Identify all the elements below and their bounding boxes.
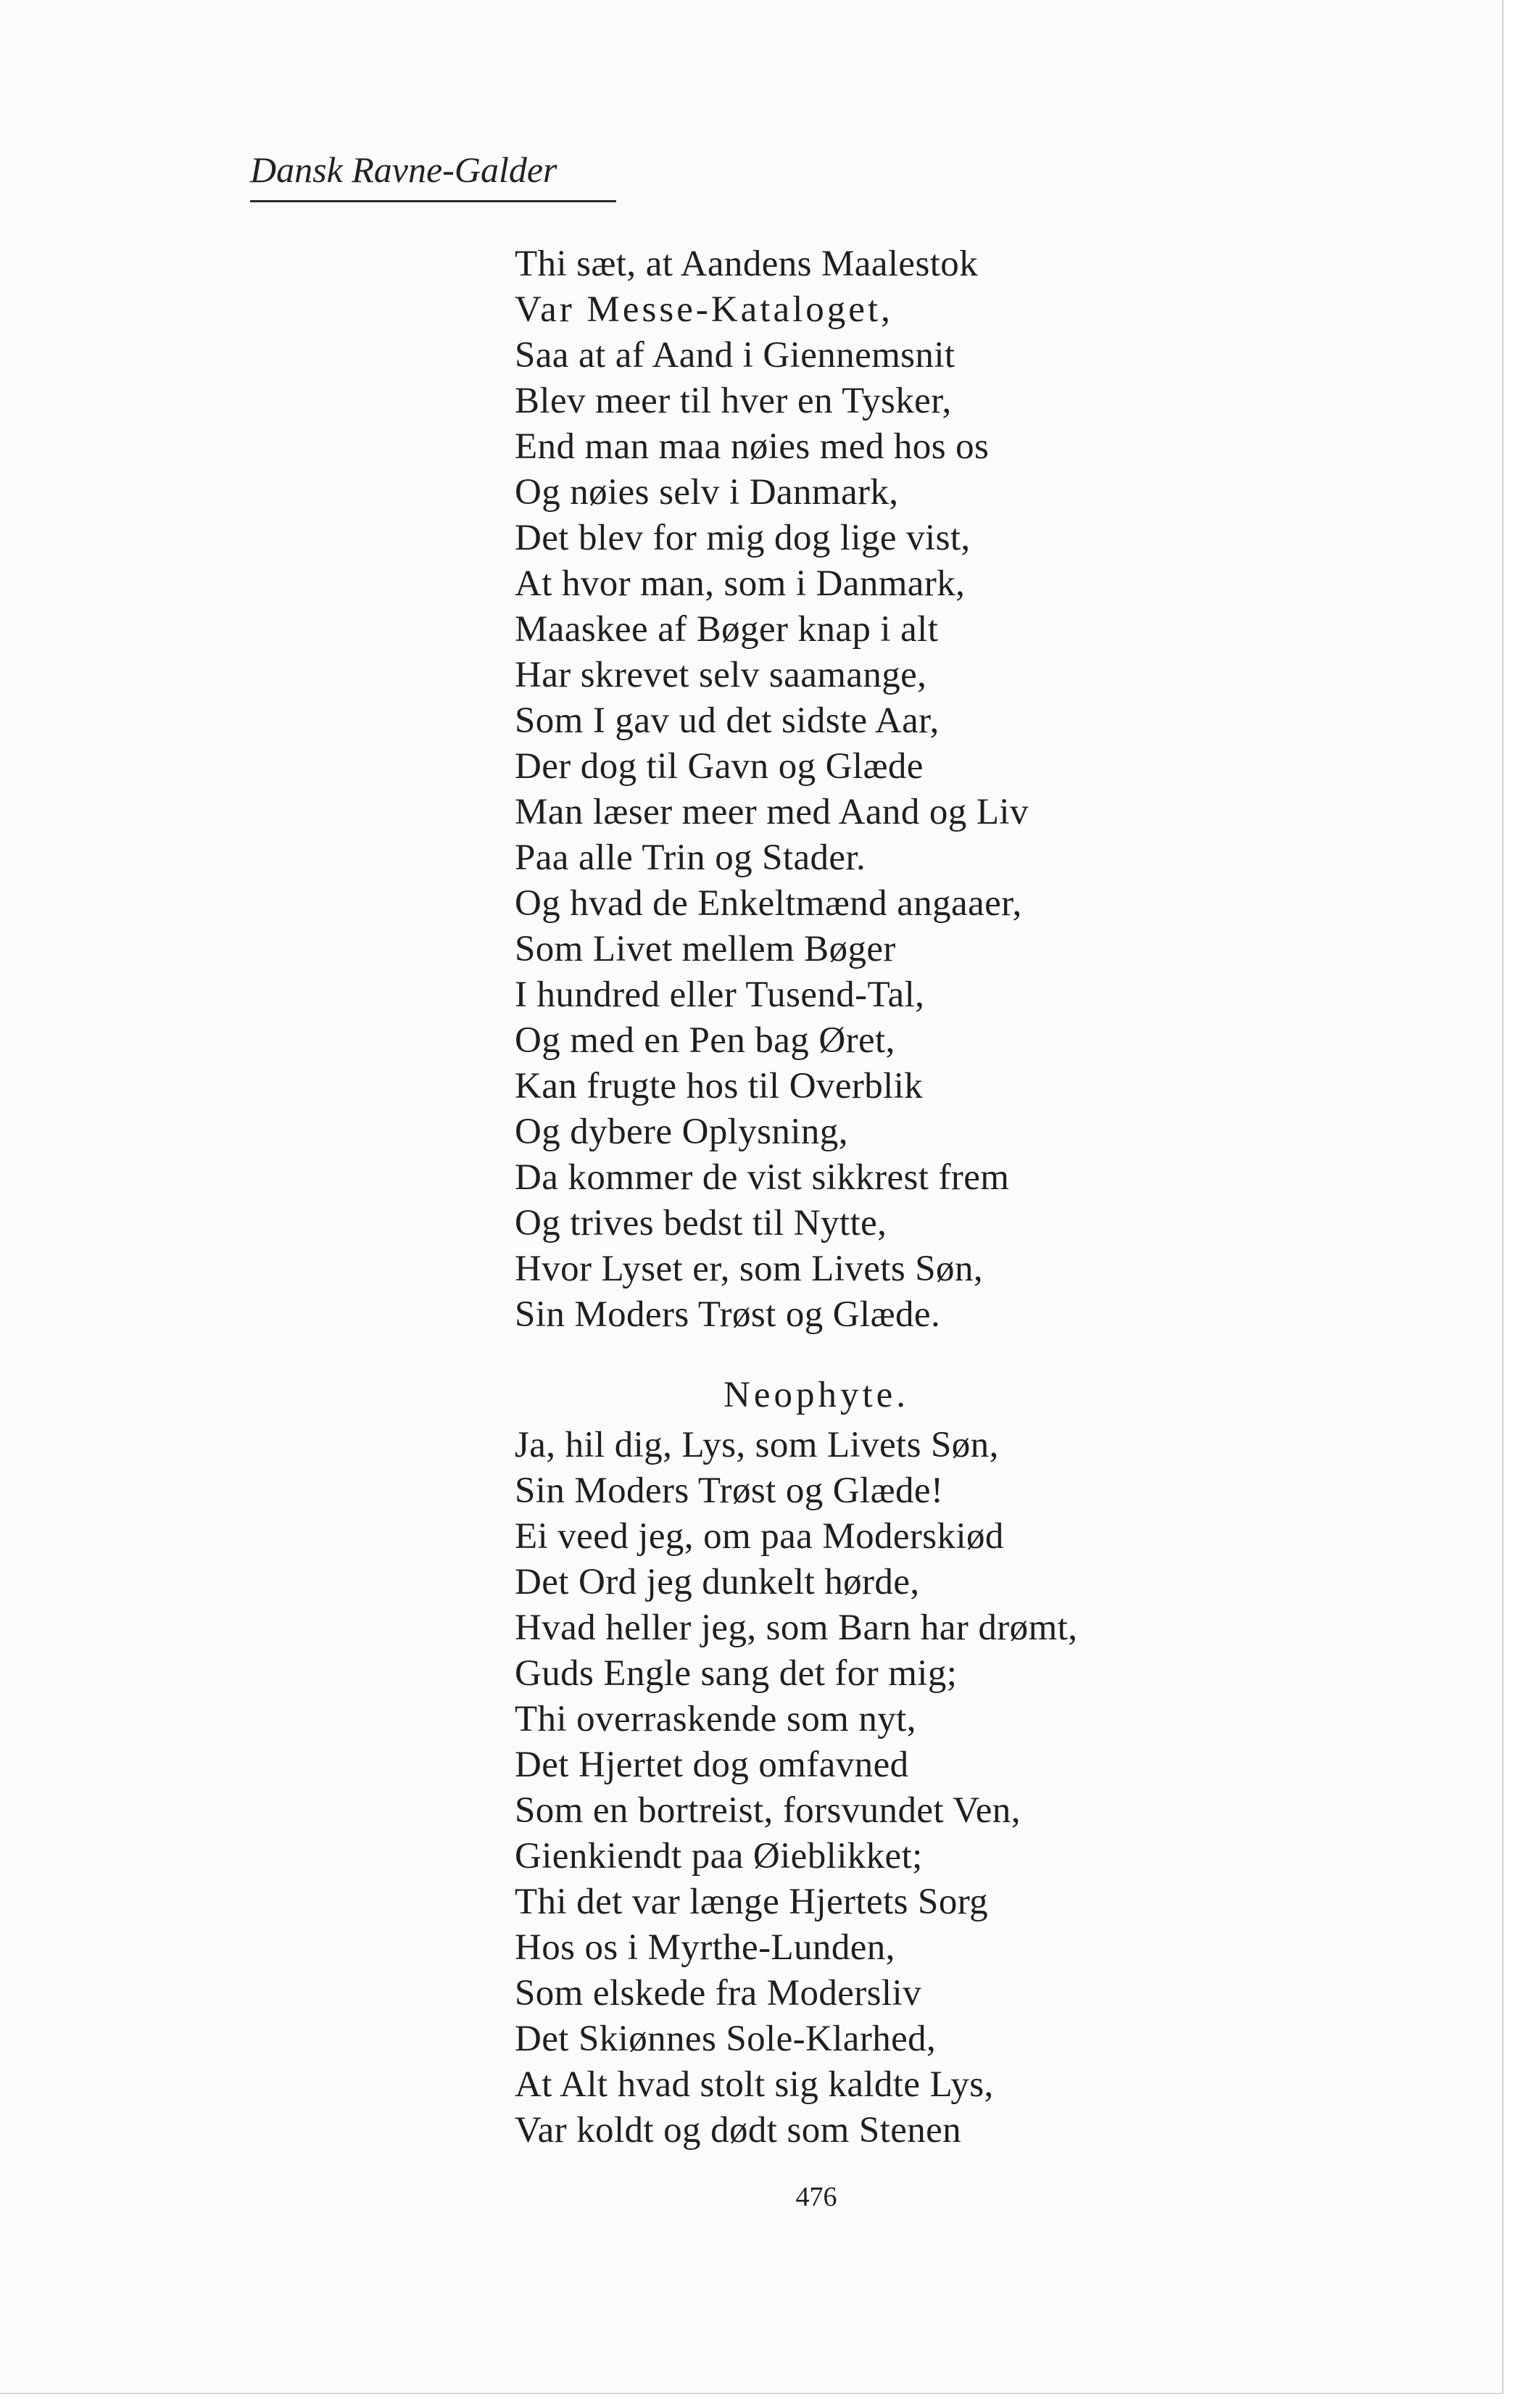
verse-line: Ja, hil dig, Lys, som Livets Søn, [515, 1425, 999, 1465]
verse-line: At hvor man, som i Danmark, [515, 563, 966, 604]
verse-line: Som elskede fra Modersliv [515, 1973, 921, 2014]
verse-line: Som en bortreist, forsvundet Ven, [515, 1790, 1021, 1831]
verse-line: I hundred eller Tusend-Tal, [515, 975, 925, 1015]
verse-line: Gienkiendt paa Øieblikket; [515, 1836, 923, 1877]
verse-line: Hvor Lyset er, som Livets Søn, [515, 1249, 983, 1289]
verse-line: Thi overraskende som nyt, [515, 1699, 916, 1739]
verse-line: Guds Engle sang det for mig; [515, 1653, 958, 1694]
verse-line: Og nøies selv i Danmark, [515, 472, 899, 513]
verse-line: Og med en Pen bag Øret, [515, 1020, 895, 1061]
running-title: Dansk Ravne-Galder [250, 149, 557, 190]
verse-line: Det Ord jeg dunkelt hørde, [515, 1562, 920, 1602]
verse-stanza-1 [515, 241, 1486, 1338]
verse-stanza-2 [515, 1423, 1486, 2153]
verse-line: Ei veed jeg, om paa Moderskiød [515, 1516, 1004, 1557]
running-title-rule [250, 200, 616, 202]
verse-line: Man læser meer med Aand og Liv [515, 792, 1029, 832]
verse-line: Og dybere Oplysning, [515, 1112, 848, 1152]
verse-line: Som I gav ud det sidste Aar, [515, 700, 940, 741]
verse-line: Som Livet mellem Bøger [515, 929, 896, 969]
verse-line: Kan frugte hos til Overblik [515, 1066, 924, 1106]
verse-line: Paa alle Trin og Stader. [515, 837, 866, 878]
verse-line: Det Hjertet dog omfavned [515, 1745, 909, 1785]
verse-line: Var koldt og dødt som Stenen [515, 2110, 962, 2151]
verse-line: Thi det var længe Hjertets Sorg [515, 1882, 989, 1922]
verse-line: Sin Moders Trøst og Glæde! [515, 1470, 944, 1511]
verse-line: At Alt hvad stolt sig kaldte Lys, [515, 2064, 994, 2105]
verse-line: Det blev for mig dog lige vist, [515, 518, 971, 558]
verse-line: Og hvad de Enkeltmænd angaaer, [515, 883, 1022, 924]
verse-line: Var Messe-Kataloget, [515, 289, 893, 330]
verse-line: Da kommer de vist sikkrest frem [515, 1157, 1010, 1198]
verse-line: Maaskee af Bøger knap i alt [515, 609, 939, 650]
verse-line: Sin Moders Trøst og Glæde. [515, 1294, 941, 1335]
verse-line: Hvad heller jeg, som Barn har drømt, [515, 1608, 1078, 1648]
verse-line: Thi sæt, at Aandens Maalestok [515, 244, 979, 284]
verse-line: Der dog til Gavn og Glæde [515, 746, 924, 787]
verse-line: Det Skiønnes Sole-Klarhed, [515, 2019, 937, 2059]
verse-line: Og trives bedst til Nytte, [515, 1203, 887, 1244]
speaker-name: Neophyte. [723, 1375, 910, 1415]
verse-line: End man maa nøies med hos os [515, 426, 990, 467]
verse-line: Blev meer til hver en Tysker, [515, 381, 952, 421]
verse-line: Saa at af Aand i Giennemsnit [515, 335, 955, 376]
verse-line: Har skrevet selv saamange, [515, 655, 927, 695]
verse-line: Hos os i Myrthe-Lunden, [515, 1927, 895, 1968]
page-number: 476 [795, 2182, 837, 2212]
